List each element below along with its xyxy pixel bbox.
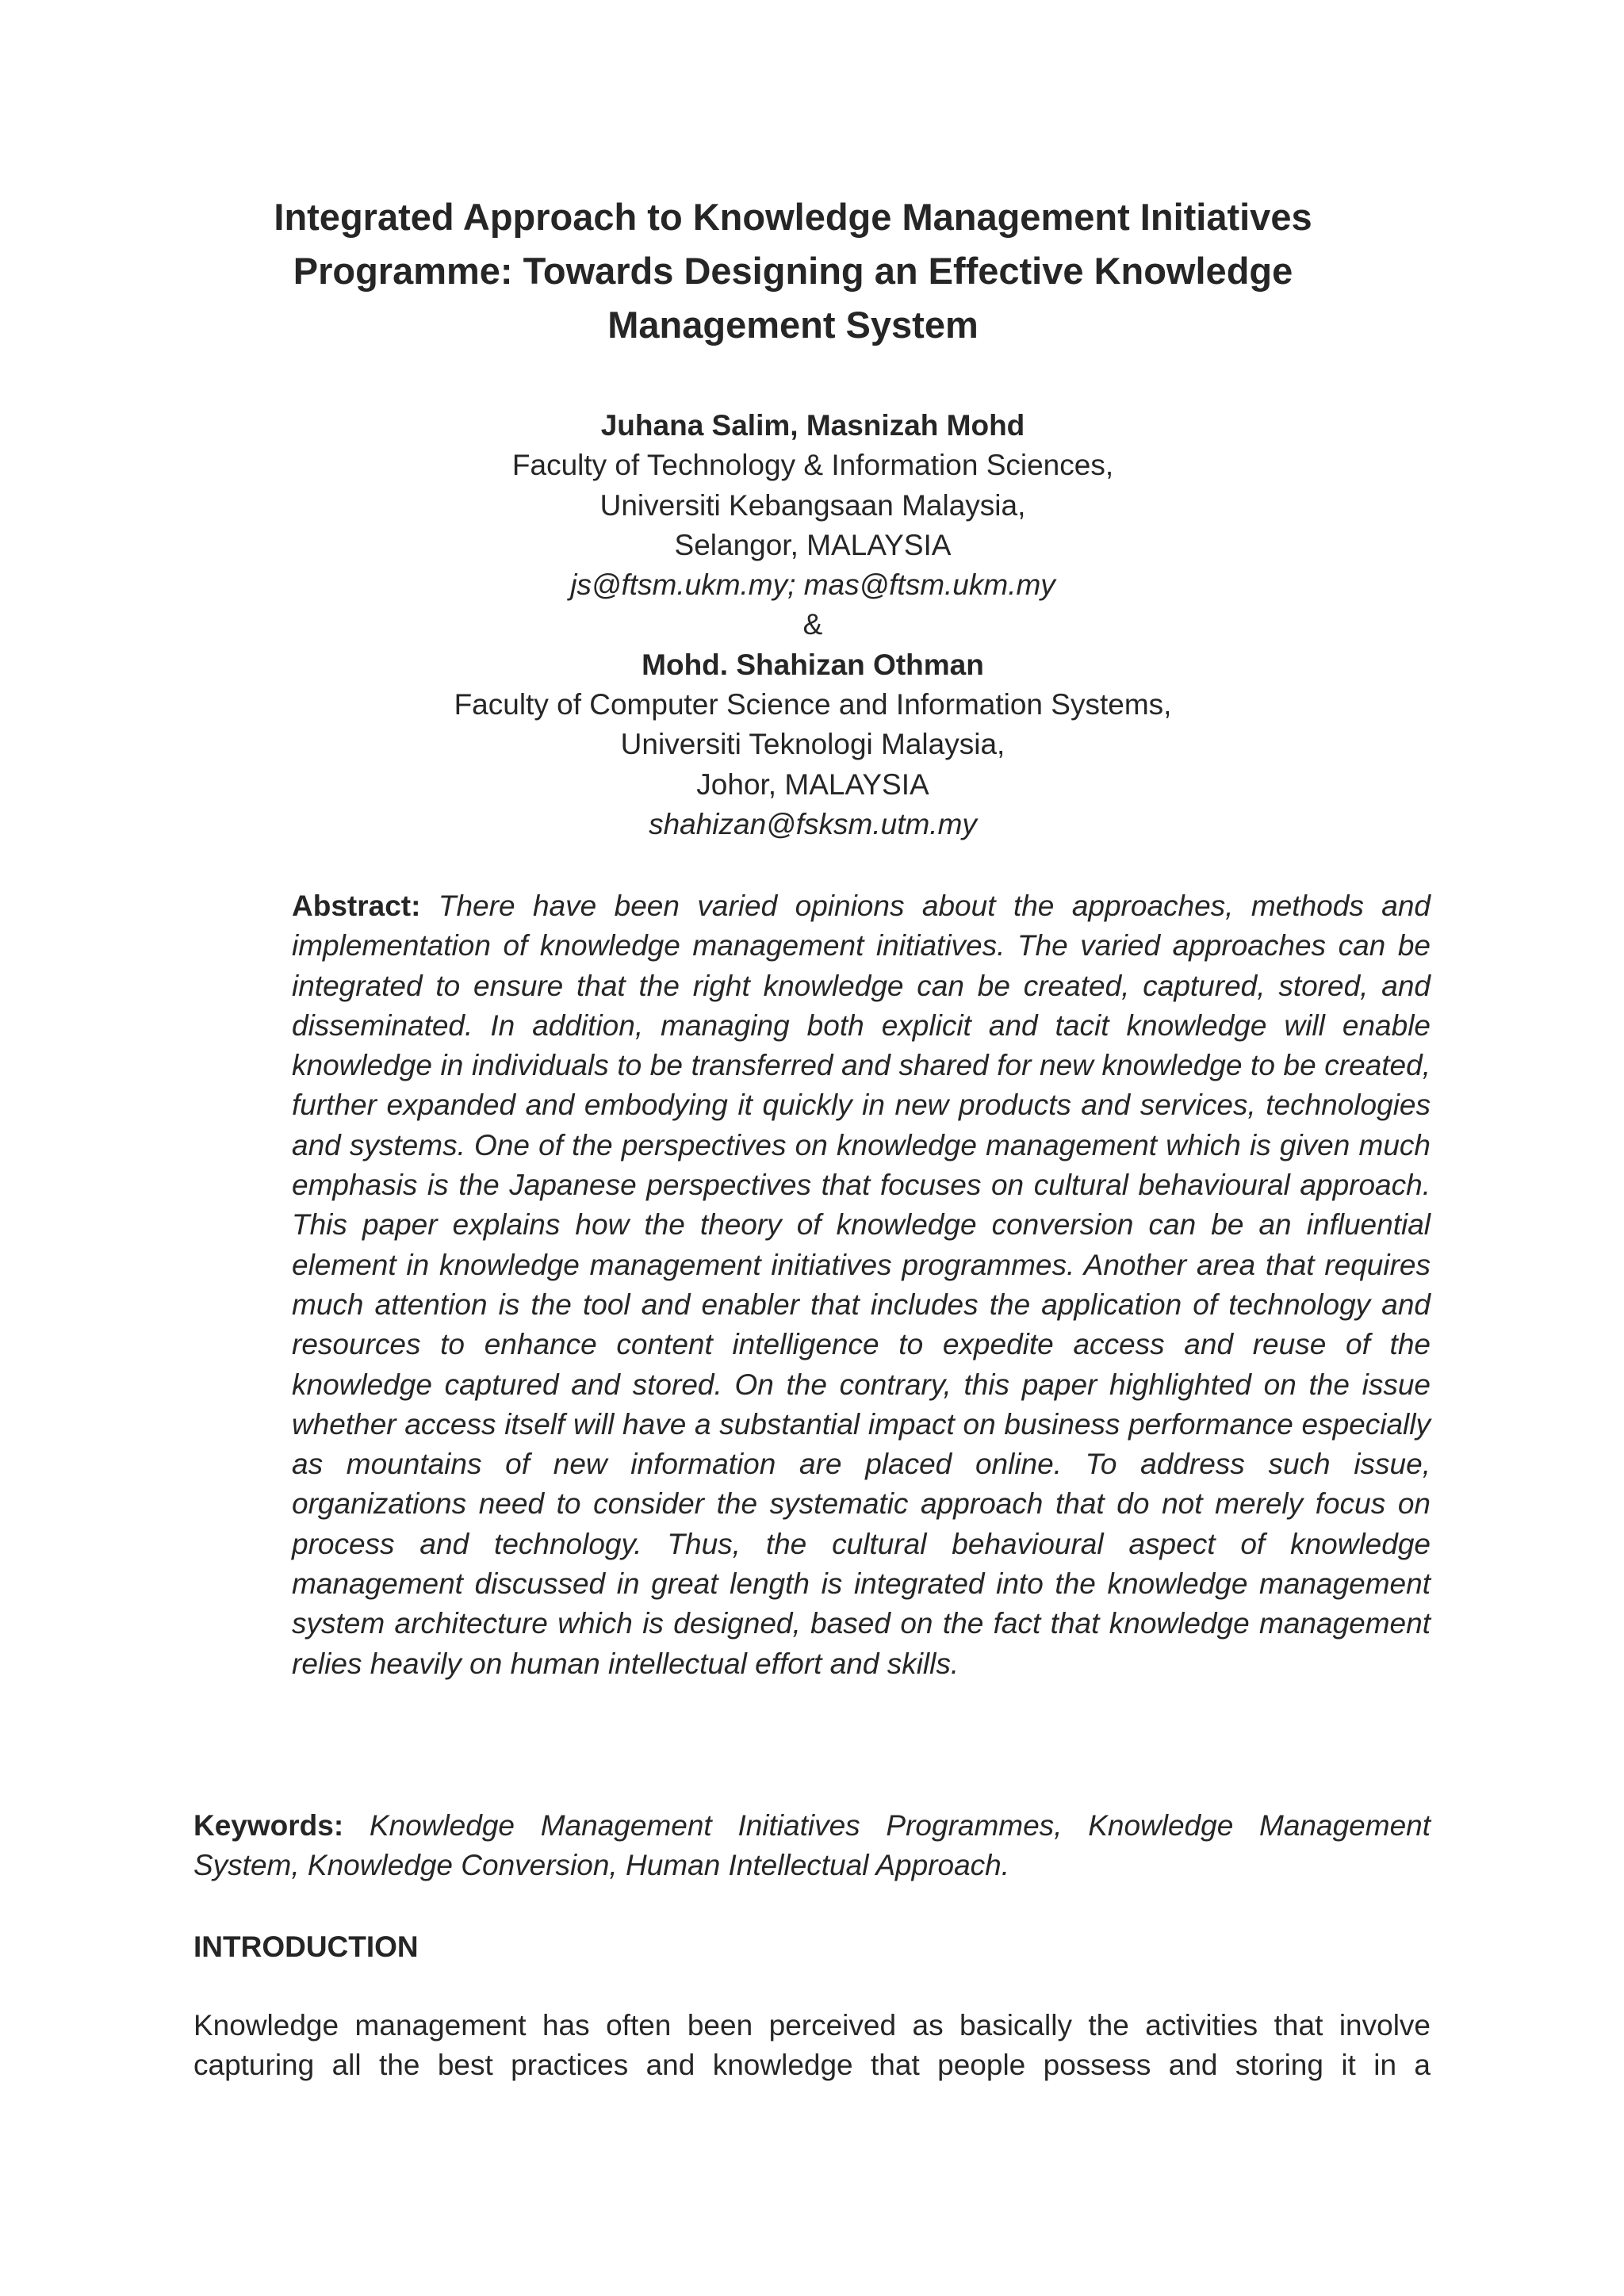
introduction-heading: INTRODUCTION	[193, 1931, 419, 1963]
keywords-label: Keywords:	[193, 1809, 344, 1842]
author-location-2: Johor, MALAYSIA	[696, 767, 929, 801]
author-emails-2: shahizan@fsksm.utm.my	[649, 807, 977, 840]
author-block	[317, 406, 1308, 844]
author-university-1: Universiti Kebangsaan Malaysia,	[599, 488, 1026, 522]
author-emails-1: js@ftsm.ukm.my; mas@ftsm.ukm.my	[570, 568, 1055, 602]
paper-title: Integrated Approach to Knowledge Management Initiatives Programme: Towards Designing an Effective Knowledge Management System	[274, 196, 1312, 346]
author-separator: &	[802, 608, 823, 641]
keywords-text: Knowledge Management Initiatives Programmes, Knowledge Management System, Knowledge Conversion, Human Intellectual Approach.	[193, 1809, 1431, 1882]
author-names-2: Mohd. Shahizan Othman	[642, 648, 984, 681]
author-names-1: Juhana Salim, Masnizah Mohd	[600, 409, 1025, 442]
author-location-1: Selangor, MALAYSIA	[674, 528, 952, 561]
introduction-text: Knowledge management has often been perceived as basically the activities that involve capturing all the best practices and knowledge that people possess and storing it in a	[193, 2009, 1431, 2082]
abstract-text: There have been varied opinions about the approaches, methods and implementation of knowledge management initiatives. The varied approaches can be integrated to ensure that the right knowledge can be created, captured, stored, and disseminated. In addition, managing both explicit and tacit knowledge will enable knowledge in individuals to be transferred and shared for new knowledge to be created, further expanded and embodying it quickly in new products and services, technologies and systems. One of the perspectives on knowledge management which is given much emphasis is the Japanese perspectives that focuses on cultural behavioural approach. This paper explains how the theory of knowledge conversion can be an influential element in knowledge management initiatives programmes. Another area that requires much attention is the tool and enabler that includes the application of technology and resources to enhance content intelligence to expedite access and reuse of the knowledge captured and stored. On the contrary, this paper highlighted on the issue whether access itself will have a substantial impact on business performance especially as mountains of new information are placed online. To address such issue, organizations need to consider the systematic approach that do not merely focus on process and technology. Thus, the cultural behavioural aspect of knowledge management discussed in great length is integrated into the knowledge management system architecture which is designed, based on the fact that knowledge management relies heavily on human intellectual effort and skills.	[292, 890, 1431, 1680]
author-faculty-1: Faculty of Technology & Information Sciences,	[511, 449, 1114, 482]
abstract	[292, 886, 1431, 1684]
author-faculty-2: Faculty of Computer Science and Information Systems,	[454, 688, 1172, 721]
abstract-label: Abstract:	[292, 890, 421, 922]
keywords	[193, 1806, 1431, 1886]
author-university-2: Universiti Teknologi Malaysia,	[620, 728, 1005, 761]
